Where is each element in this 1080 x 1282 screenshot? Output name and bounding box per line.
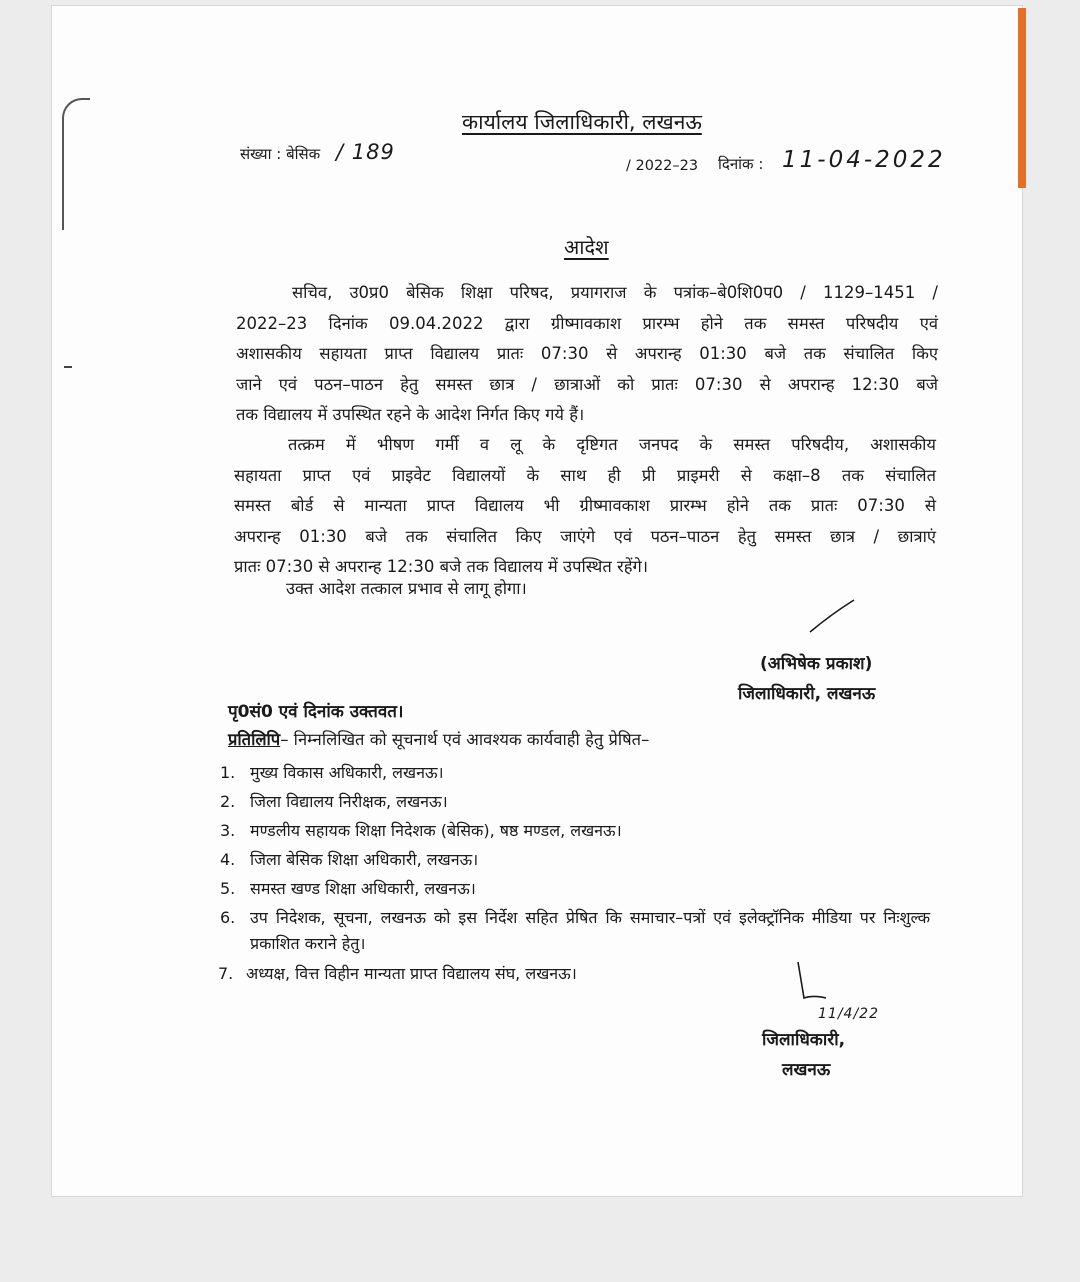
paragraph-line: तत्क्रम में भीषण गर्मी व लू के दृष्टिगत जनपद के समस्त परिषदीय, अशासकीय — [288, 435, 936, 454]
paragraph-line: सहायता प्राप्त एवं प्राइवेट विद्यालयों के साथ ही प्री प्राइमरी से कक्षा–8 तक संचालित — [234, 465, 936, 485]
paragraph-line: 2022–23 दिनांक 09.04.2022 द्वारा ग्रीष्मावकाश प्रारम्भ होने तक समस्त परिषदीय एवं — [236, 313, 938, 333]
list-number: 5. — [220, 879, 236, 898]
page-edge-strip — [1018, 8, 1026, 188]
list-text: जिला बेसिक शिक्षा अधिकारी, लखनऊ। — [250, 850, 479, 869]
list-number: 4. — [220, 850, 236, 869]
list-text: मुख्य विकास अधिकारी, लखनऊ। — [250, 763, 444, 782]
order-title: आदेश — [564, 235, 609, 259]
reference-label: संख्या : बेसिक — [240, 145, 321, 163]
endorsement-line: पृ0सं0 एवं दिनांक उक्तवत। — [228, 702, 404, 722]
margin-dash — [64, 366, 72, 368]
date-value: 11-04-2022 — [782, 147, 946, 173]
list-number: 1. — [220, 763, 236, 782]
paragraph-2 — [234, 430, 936, 583]
list-item — [220, 903, 930, 959]
office-heading: कार्यालय जिलाधिकारी, लखनऊ — [462, 110, 702, 134]
paragraph-line: अशासकीय सहायता प्राप्त विद्यालय प्रातः 07:30 से अपरान्ह 01:30 बजे तक संचालित किए — [236, 344, 938, 363]
copy-label: प्रतिलिपि — [228, 730, 281, 749]
date-label: दिनांक : — [718, 155, 764, 173]
paragraph-line: अपरान्ह 01:30 बजे तक संचालित किए जाएंगे एवं पठन–पाठन हेतु समस्त छात्र / छात्राएं — [234, 526, 936, 546]
signatory-name: (अभिषेक प्रकाश) — [760, 654, 873, 674]
footer-designation: जिलाधिकारी, — [762, 1030, 846, 1050]
paragraph-line: प्रातः 07:30 से अपरान्ह 12:30 बजे तक विद्यालय में उपस्थित रहेंगे। — [234, 557, 649, 576]
reference-number: / 189 — [336, 140, 395, 164]
list-text: जिला विद्यालय निरीक्षक, लखनऊ। — [250, 792, 448, 811]
list-item — [220, 816, 930, 845]
paragraph-line: उक्त आदेश तत्काल प्रभाव से लागू होगा। — [286, 579, 527, 598]
list-number: 2. — [220, 792, 236, 811]
signatory-designation: जिलाधिकारी, लखनऊ — [738, 684, 876, 704]
copy-line — [228, 730, 649, 750]
list-text: अध्यक्ष, वित्त विहीन मान्यता प्राप्त विद्यालय संघ, लखनऊ। — [246, 964, 577, 983]
paragraph-line: समस्त बोर्ड से मान्यता प्राप्त विद्यालय भी ग्रीष्मावकाश प्रारम्भ होने तक प्रातः 07:30 से — [234, 496, 936, 515]
recipient-list — [220, 758, 930, 988]
paragraph-line: जाने एवं पठन–पाठन हेतु समस्त छात्र / छात्राओं को प्रातः 07:30 से अपरान्ह 12:30 बजे — [236, 374, 938, 394]
signature-mark — [808, 598, 858, 634]
list-text: मण्डलीय सहायक शिक्षा निदेशक (बेसिक), षष्ठ मण्डल, लखनऊ। — [250, 821, 622, 840]
footer-place: लखनऊ — [782, 1060, 831, 1080]
list-item — [220, 874, 930, 903]
list-text: समस्त खण्ड शिक्षा अधिकारी, लखनऊ। — [250, 879, 476, 898]
initial-date: 11/4/22 — [818, 1006, 879, 1022]
reference-year: / 2022–23 — [626, 158, 699, 174]
list-item — [220, 845, 930, 874]
list-item — [220, 787, 930, 816]
initial-signature — [792, 960, 832, 1004]
list-item — [220, 758, 930, 787]
paragraph-line: सचिव, उ0प्र0 बेसिक शिक्षा परिषद, प्रयागराज के पत्रांक–बे0शि0प0 / 1129–1451 / — [292, 283, 938, 302]
list-text: उप निदेशक, सूचना, लखनऊ को इस निर्देश सहित प्रेषित कि समाचार–पत्रों एवं इलेक्ट्रॉनिक मीडिया पर निःशुल्क प्रकाशित कराने हेतु। — [250, 908, 930, 953]
paragraph-line: तक विद्यालय में उपस्थित रहने के आदेश निर्गत किए गये हैं। — [236, 405, 585, 424]
list-number: 7. — [218, 964, 234, 983]
list-number: 3. — [220, 821, 236, 840]
margin-mark — [62, 98, 90, 230]
paragraph-1 — [236, 278, 938, 431]
paragraph-3 — [286, 574, 786, 605]
copy-text: – निम्नलिखित को सूचनार्थ एवं आवश्यक कार्यवाही हेतु प्रेषित– — [280, 730, 650, 749]
list-number: 6. — [220, 908, 236, 927]
